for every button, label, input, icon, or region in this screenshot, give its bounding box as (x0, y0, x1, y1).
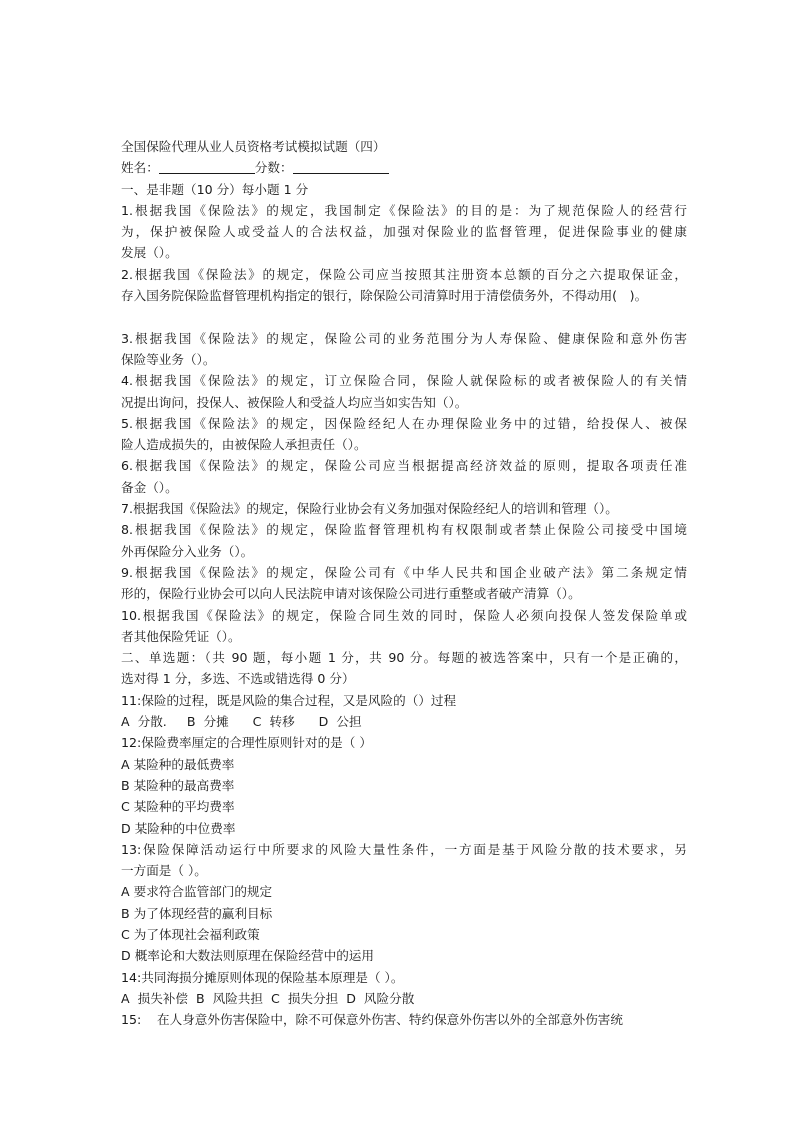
question-9: 9.根据我国《保险法》的规定，保险公司有《中华人民共和国企业破产法》第二条规定情 形的，保险行业协会可以向人民法院申请对该保险公司进行重整或者破产清算（）。 (121, 564, 687, 602)
section-heading-single-choice: 二、单选题：（共 90 题，每小题 1 分，共 90 分。每题的被选答案中，只有一个是正确的， 选对得 1 分，多选、不选或错选得 0 分） (121, 650, 687, 687)
option: D 概率论和大数法则原理在保险经营中的运用 (121, 948, 374, 964)
question-3: 3.根据我国《保险法》的规定，保险公司的业务范围分为人寿保险、健康保险和意外伤害 保险等业务（）。 (121, 330, 687, 367)
question-15-number: 15: (121, 1012, 142, 1028)
question-14: 14:共同海损分摊原则体现的保险基本原理是（ ）。 A 损失补偿 B 风险共担 C 损失分担 D 风险分散 (121, 967, 687, 1010)
name-score-line (121, 157, 687, 178)
question-6: 6.根据我国《保险法》的规定，保险公司应当根据提高经济效益的原则，提取各项责任准 备金（）。 (121, 458, 687, 495)
option: C 某险种的平均费率 (121, 799, 235, 815)
question-10: 10.根据我国《保险法》的规定，保险合同生效的同时，保险人必须向投保人签发保险单或 者其他保险凭证（）。 (121, 607, 687, 644)
option: B 为了体现经营的赢利目标 (121, 905, 273, 921)
question-11: 11:保险的过程，既是风险的集合过程，又是风险的（）过程 A 分散. B 分摊 C 转移 D 公担 (121, 690, 687, 733)
question-15-text: 在人身意外伤害保险中，除不可保意外伤害、特约保意外伤害以外的全部意外伤害统 (157, 1012, 623, 1028)
option: D 某险种的中位费率 (121, 820, 236, 836)
score-label: 分数： (254, 160, 293, 176)
question-13: 13:保险保障活动运行中所要求的风险大量性条件，一方面是基于风险分散的技术要求，另 一方面是（ ）。 A 要求符合监管部门的规定 B 为了体现经营的赢利目标 C 为了体现社会福利政策 D 概率论和大数法则原理在保险经营中的运用 (121, 839, 687, 967)
section-heading-true-false: 一、是非题（10 分）每小题 1 分 (121, 181, 309, 197)
option: C 为了体现社会福利政策 (121, 926, 260, 942)
score-blank (293, 159, 389, 174)
blank-line (121, 306, 687, 327)
name-blank (159, 159, 255, 174)
question-7: 7.根据我国《保险法》的规定，保险行业协会有义务加强对保险经纪人的培训和管理（）。 (121, 501, 618, 517)
question-8: 8.根据我国《保险法》的规定，保险监督管理机构有权限制或者禁止保险公司接受中国境 外再保险分入业务（）。 (121, 522, 687, 559)
question-4: 4.根据我国《保险法》的规定，订立保险合同，保险人就保险标的或者被保险人的有关情 况提出询问，投保人、被保险人和受益人均应当如实告知（）。 (121, 373, 687, 410)
option: A 某险种的最低费率 (121, 756, 235, 772)
question-5: 5.根据我国《保险法》的规定，因保险经纪人在办理保险业务中的过错，给投保人、被保 险人造成损失的，由被保险人承担责任（）。 (121, 415, 687, 453)
question-15 (121, 1009, 687, 1030)
name-label: 姓名： (121, 160, 159, 176)
option: B 某险种的最高费率 (121, 777, 235, 793)
question-2: 2.根据我国《保险法》的规定，保险公司应当按照其注册资本总额的百分之六提取保证金， 存入国务院保险监督管理机构指定的银行，除保险公司清算时用于清偿债务外，不得动用( )。 (121, 266, 687, 304)
question-11-options: A 分散. B 分摊 C 转移 D 公担 (121, 714, 362, 730)
question-14-options: A 损失补偿 B 风险共担 C 损失分担 D 风险分散 (121, 990, 415, 1006)
question-12: 12:保险费率厘定的合理性原则针对的是（ ） A 某险种的最低费率 B 某险种的最高费率 C 某险种的平均费率 D 某险种的中位费率 (121, 732, 687, 838)
option: A 要求符合监管部门的规定 (121, 884, 273, 900)
question-1: 1.根据我国《保险法》的规定，我国制定《保险法》的目的是：为了规范保险人的经营行 为，保护被保险人或受益人的合法权益，加强对保险业的监督管理，促进保险事业的健康 发展（）。 (121, 202, 687, 261)
document-body (121, 136, 687, 1030)
page-title: 全国保险代理从业人员资格考试模拟试题（四） (121, 139, 386, 154)
